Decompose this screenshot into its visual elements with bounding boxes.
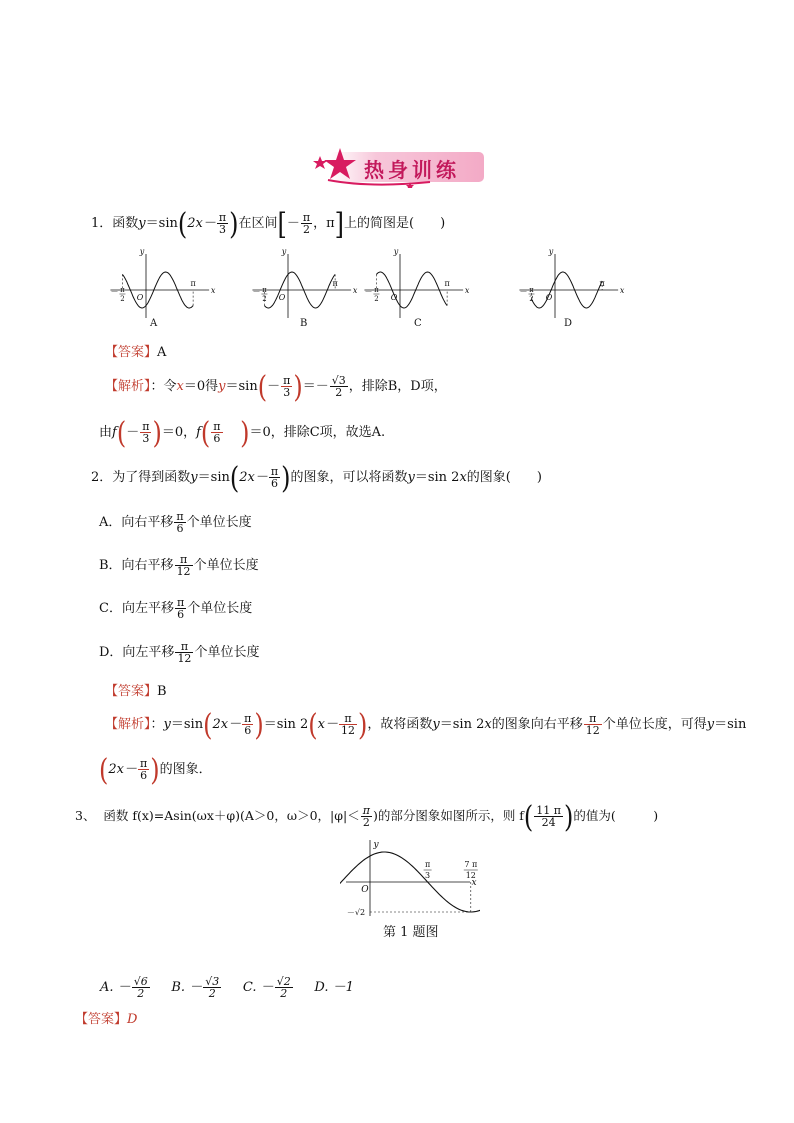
q3-answer: 【答案】D <box>75 1012 138 1027</box>
q1-choice-label: D <box>564 318 573 329</box>
axis-label-y: y <box>139 247 145 256</box>
tick-pi: π <box>374 286 379 294</box>
axis-label-y: y <box>548 247 554 256</box>
axis-label-y: y <box>281 247 287 256</box>
mini-graph <box>519 247 624 318</box>
tick-pi: π <box>529 286 534 294</box>
tick-label-pi: π <box>332 279 338 288</box>
tick-pi3-num: π <box>424 860 431 869</box>
mini-graph <box>364 247 469 318</box>
q3-options: A. － $\frac{√6}{2}$ B. － $\frac{√3}{2}$ C. － $\frac{√2}{2}$ D. －1 <box>100 975 354 1000</box>
q2-option-d: D．向左平移 $\frac{\pi}{12}$ 个单位长度 <box>99 640 260 665</box>
axis-label-x: x <box>352 286 358 295</box>
axis-label-x: x <box>210 286 216 295</box>
tick-two: 2 <box>120 295 125 303</box>
tick-7pi12-num: 7 π <box>464 860 478 869</box>
q1-choice-label: C <box>414 318 422 329</box>
axis-label-y: y <box>393 247 399 256</box>
tick-label-pi: π <box>444 279 450 288</box>
section-banner <box>310 146 486 188</box>
origin-label: O <box>545 293 553 302</box>
tick-label-pi: π <box>599 279 605 288</box>
tick-neg-sqrt2: －√2 <box>346 908 366 917</box>
q1-graphs <box>100 240 640 340</box>
q1-stem: 1．函数y＝sin(2x－ $\frac{\pi}{3}$ )在区间[－ $\frac{\pi}{2}$ ，π]上的简图是( ) <box>91 206 446 241</box>
tick-two: 2 <box>262 295 267 303</box>
mini-graph <box>252 247 357 318</box>
tick-label-pi: π <box>190 279 196 288</box>
q1-answer: 【答案】A <box>105 345 167 360</box>
q3-stem: 3、 函数 f(x)=Asin(ωx＋φ)(A＞0，ω＞0，|φ|＜ $\frac{\pi}{2}$ )的部分图象如图所示，则 f( $\frac{11 \pi}{24}$ )的值为( ) <box>75 799 659 834</box>
origin-label: O <box>390 293 398 302</box>
q1-choice-label: A <box>150 318 158 329</box>
q2-stem: 2．为了得到函数y＝sin(2x－ $\frac{\pi}{6}$ )的图象，可以将函数y＝sin 2x的图象( ) <box>91 460 542 495</box>
banner-title: 热身训练 <box>364 158 460 182</box>
tick-minus: － <box>252 287 261 296</box>
tick-two: 2 <box>374 295 379 303</box>
q2-answer: 【答案】B <box>105 684 167 699</box>
axis-label-x: x <box>464 286 470 295</box>
q1-explanation: 【解析】：令x＝0得y＝sin(－ $\frac{\pi}{3}$ )＝－ $\frac{√3}{2}$ ，排除B，D项， <box>105 369 447 404</box>
axis-label-y: y <box>373 840 379 850</box>
tick-two: 2 <box>529 295 534 303</box>
q2-option-c: C．向左平移 $\frac{\pi}{6}$ 个单位长度 <box>99 596 253 621</box>
origin-label: O <box>278 293 286 302</box>
q2-explanation: 【解析】：y＝sin(2x－ $\frac{\pi}{6}$ )＝sin 2(x－ $\frac{\pi}{12}$ )，故将函数y＝sin 2x的图象向右平移 $\frac{\pi}{12}$ 个单位长度，可得y＝sin <box>105 707 747 742</box>
q3-graph <box>340 838 480 920</box>
origin-label: O <box>361 885 369 895</box>
mini-graph <box>110 247 215 318</box>
tick-minus: － <box>110 287 119 296</box>
tick-7pi12-den: 12 <box>465 871 476 880</box>
tick-pi: π <box>120 286 125 294</box>
tick-minus: － <box>364 287 373 296</box>
q2-explanation-2: (2x－ $\frac{\pi}{6}$ )的图象． <box>99 752 212 787</box>
q1-explanation-2: 由f(－ $\frac{\pi}{3}$ )＝0，f( $\frac{\pi}{6}$ )＝0，排除C项，故选A. <box>99 415 386 450</box>
origin-label: O <box>136 293 144 302</box>
q2-option-a: A．向右平移 $\frac{\pi}{6}$ 个单位长度 <box>99 510 252 535</box>
q3-figure-caption: 第 1 题图 <box>383 925 439 940</box>
q1-choice-label: B <box>300 318 308 329</box>
axis-label-x: x <box>471 878 477 888</box>
axis-label-x: x <box>619 286 625 295</box>
tick-pi: π <box>262 286 267 294</box>
q2-option-b: B．向右平移 $\frac{\pi}{12}$ 个单位长度 <box>99 553 259 578</box>
tick-pi3-den: 3 <box>425 871 431 880</box>
tick-minus: － <box>519 287 528 296</box>
